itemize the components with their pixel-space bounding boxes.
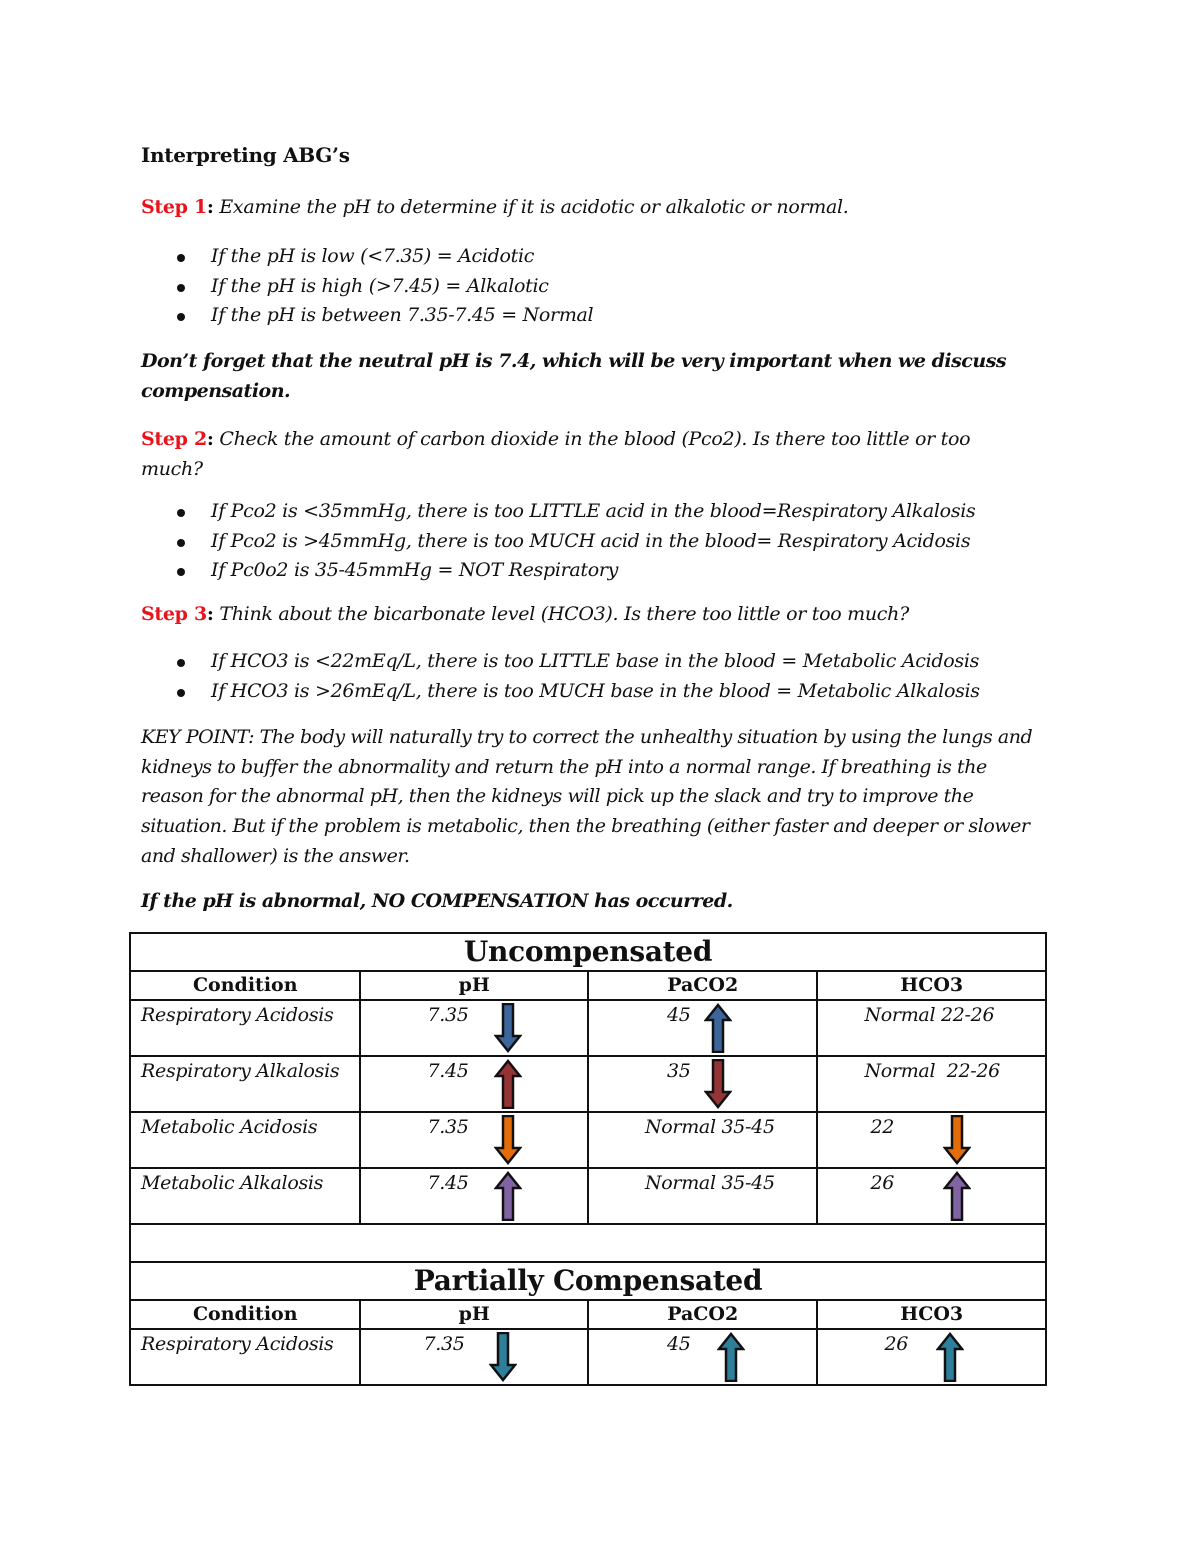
step-2-bullet-list — [177, 497, 976, 586]
column-header-paco2: PaCO2 — [588, 1300, 817, 1329]
step-2-text: Check the amount of carbon dioxide in the blood (Pco2). Is there too little or too much? — [141, 428, 971, 480]
paco2-value: Normal 35-45 — [644, 1172, 775, 1194]
neutral-ph-note: Don’t forget that the neutral pH is 7.4, which will be very important when we discuss compensation. — [141, 350, 1007, 402]
arrow-up-icon — [943, 1171, 971, 1221]
page-title: Interpreting ABG’s — [141, 143, 350, 167]
step-1-label: Step 1 — [141, 196, 207, 218]
list-item: If the pH is high (>7.45) = Alkalotic — [177, 272, 593, 302]
step-3-bullet-list — [177, 647, 980, 706]
spacer-row — [130, 1224, 1046, 1262]
step-1-colon: : — [206, 196, 214, 218]
arrow-up-icon — [494, 1059, 522, 1109]
condition-cell: Metabolic Acidosis — [141, 1116, 318, 1138]
key-point-paragraph: KEY POINT: The body will naturally try to correct the unhealthy situation by using the lungs and kidneys to buffer the abnormality and return the pH into a normal range. If breathing is the reason for the abnormal pH, then the kidneys will pick up the slack and try to improve the situation. But if the problem is metabolic, then the breathing (either faster and deeper or slower and shallower) is the answer. — [141, 726, 1033, 867]
condition-cell: Respiratory Acidosis — [141, 1333, 334, 1355]
ph-value: 7.35 — [427, 1004, 469, 1026]
hco3-value: Normal 22-26 — [864, 1004, 995, 1026]
arrow-down-icon — [494, 1115, 522, 1165]
ph-value: 7.45 — [427, 1060, 469, 1082]
hco3-value: 26 — [884, 1333, 909, 1355]
column-header-hco3: HCO3 — [817, 1300, 1046, 1329]
hco3-value: 22 — [870, 1116, 895, 1138]
list-item: If HCO3 is <22mEq/L, there is too LITTLE base in the blood = Metabolic Acidosis — [177, 647, 980, 677]
table-row — [130, 1329, 1046, 1385]
arrow-down-icon — [704, 1059, 732, 1109]
ph-value: 7.35 — [423, 1333, 465, 1355]
step-3-label: Step 3 — [141, 603, 207, 625]
step-3-heading — [141, 603, 909, 625]
table-row — [130, 1168, 1046, 1224]
step-1-text: Examine the pH to determine if it is acidotic or alkalotic or normal. — [213, 196, 849, 218]
step-1-heading — [141, 196, 849, 218]
uncompensated-title: Uncompensated — [130, 933, 1046, 971]
column-header-condition: Condition — [130, 1300, 360, 1329]
step-2-colon: : — [206, 428, 214, 450]
arrow-up-icon — [717, 1332, 745, 1382]
table-row — [130, 1056, 1046, 1112]
paco2-value: 45 — [666, 1333, 691, 1355]
condition-cell: Respiratory Alkalosis — [141, 1060, 340, 1082]
arrow-up-icon — [704, 1003, 732, 1053]
column-header-hco3: HCO3 — [817, 971, 1046, 1000]
uncompensated-table — [129, 932, 1047, 1386]
table-row — [130, 1112, 1046, 1168]
list-item: If the pH is low (<7.35) = Acidotic — [177, 242, 593, 272]
arrow-up-icon — [936, 1332, 964, 1382]
list-item: If Pc0o2 is 35-45mmHg = NOT Respiratory — [177, 556, 976, 586]
column-header-ph: pH — [360, 1300, 587, 1329]
condition-cell: Respiratory Acidosis — [141, 1004, 334, 1026]
condition-cell: Metabolic Alkalosis — [141, 1172, 324, 1194]
column-header-paco2: PaCO2 — [588, 971, 817, 1000]
paco2-value: Normal 35-45 — [644, 1116, 775, 1138]
list-item: If Pco2 is <35mmHg, there is too LITTLE acid in the blood=Respiratory Alkalosis — [177, 497, 976, 527]
arrow-up-icon — [494, 1171, 522, 1221]
list-item: If the pH is between 7.35-7.45 = Normal — [177, 301, 593, 331]
paco2-value: 35 — [666, 1060, 691, 1082]
arrow-down-icon — [489, 1332, 517, 1382]
ph-value: 7.35 — [427, 1116, 469, 1138]
list-item: If HCO3 is >26mEq/L, there is too MUCH base in the blood = Metabolic Alkalosis — [177, 677, 980, 707]
step-2-label: Step 2 — [141, 428, 207, 450]
table-row — [130, 1000, 1046, 1056]
column-header-ph: pH — [360, 971, 587, 1000]
conclusion-note: If the pH is abnormal, NO COMPENSATION has occurred. — [141, 890, 733, 912]
hco3-value: 26 — [870, 1172, 895, 1194]
column-header-condition: Condition — [130, 971, 360, 1000]
partially-compensated-title: Partially Compensated — [130, 1262, 1046, 1300]
step-3-colon: : — [206, 603, 214, 625]
step-1-bullet-list — [177, 242, 593, 331]
arrow-down-icon — [494, 1003, 522, 1053]
arrow-down-icon — [943, 1115, 971, 1165]
step-2-heading — [141, 425, 1021, 484]
hco3-value: Normal 22-26 — [864, 1060, 1000, 1082]
paco2-value: 45 — [666, 1004, 691, 1026]
ph-value: 7.45 — [427, 1172, 469, 1194]
list-item: If Pco2 is >45mmHg, there is too MUCH acid in the blood= Respiratory Acidosis — [177, 527, 976, 557]
step-3-text: Think about the bicarbonate level (HCO3). Is there too little or too much? — [213, 603, 909, 625]
